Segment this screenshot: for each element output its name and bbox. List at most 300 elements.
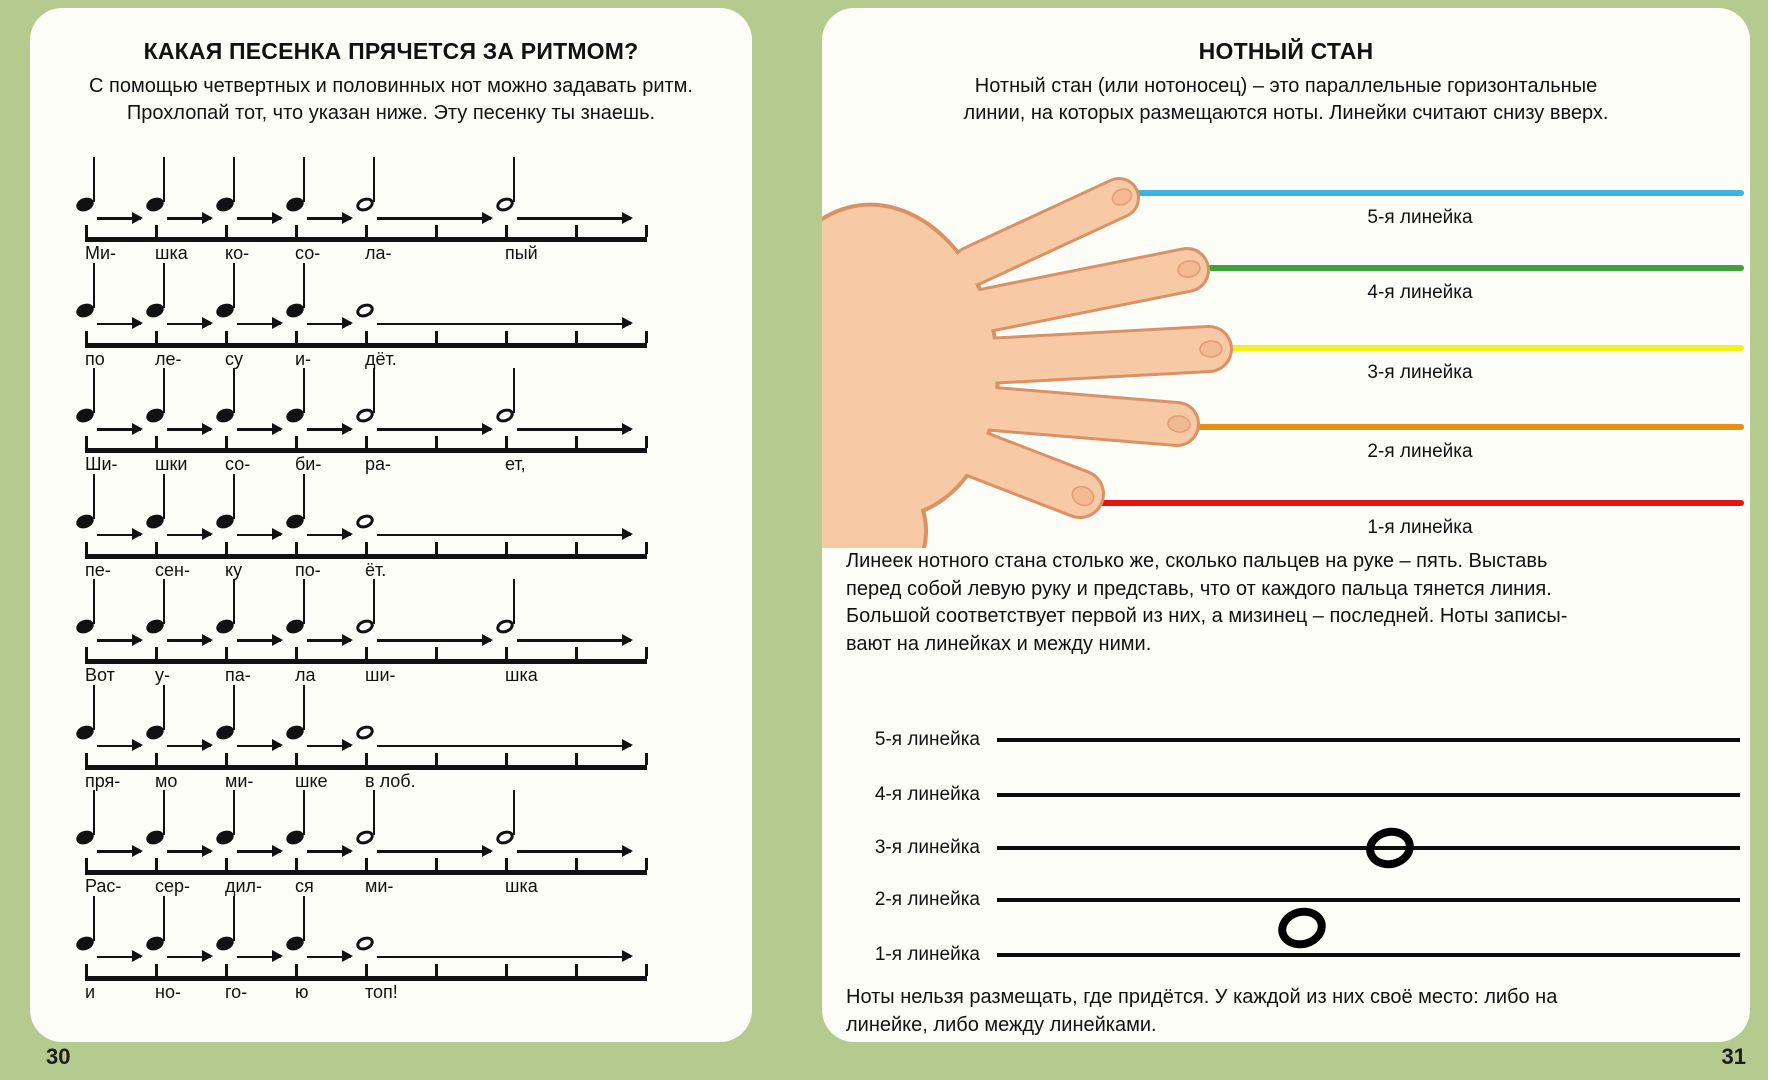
beat-tick (85, 753, 88, 765)
beat-arrow-icon (517, 428, 631, 431)
note-stem (303, 474, 306, 519)
note-stem (163, 368, 166, 413)
beat-tick (85, 225, 88, 237)
page-number-left: 30 (46, 1044, 71, 1069)
beat-tick (225, 331, 228, 343)
staff-line-1 (997, 953, 1740, 957)
beat-arrow-icon (167, 745, 211, 748)
beat-arrow-icon (237, 534, 281, 537)
beat-tick (435, 331, 438, 343)
beat-tick (155, 858, 158, 870)
beat-arrow-icon (377, 428, 491, 431)
syllable: па- (225, 665, 251, 685)
page-number-right: 31 (1721, 1044, 1746, 1069)
beat-ruler (85, 976, 647, 981)
beat-tick (155, 225, 158, 237)
syllable: ши- (365, 665, 396, 685)
beat-tick (435, 753, 438, 765)
quarter-note (216, 676, 234, 742)
note-stem (373, 368, 376, 413)
beat-arrow-icon (517, 639, 631, 642)
quarter-note (216, 148, 234, 214)
beat-tick (575, 436, 578, 448)
syllable: дёт. (365, 348, 397, 369)
beat-tick (645, 753, 648, 765)
syllable: шка (505, 665, 538, 685)
text-line: линейке, либо между линейками. (846, 1013, 1157, 1036)
half-note (496, 359, 514, 425)
beat-tick (295, 753, 298, 765)
note-stem (233, 474, 236, 519)
note-stem (513, 790, 516, 835)
note-stem (163, 685, 166, 730)
note-stem (303, 368, 306, 413)
beat-tick (155, 542, 158, 554)
beat-arrow-icon (377, 217, 491, 220)
syllable: Рас- (85, 876, 122, 896)
beat-tick (575, 964, 578, 976)
beat-tick (295, 225, 298, 237)
quarter-note (76, 570, 94, 636)
syllable: ет, (505, 454, 526, 474)
syllable: ле- (155, 348, 182, 369)
rhythm-row (85, 148, 645, 263)
syllable: и- (295, 348, 312, 369)
beat-tick (435, 225, 438, 237)
syllable: сер- (155, 876, 191, 896)
note-stem (163, 263, 166, 308)
beat-arrow-icon (237, 745, 281, 748)
beat-arrow-icon (97, 217, 141, 220)
half-note (356, 570, 374, 636)
beat-tick (505, 858, 508, 870)
left-page (30, 8, 752, 1042)
colored-line-label: 2-я линейка (1367, 441, 1473, 462)
note-stem (303, 790, 306, 835)
quarter-note (146, 887, 164, 953)
beat-tick (85, 858, 88, 870)
half-note (356, 359, 374, 425)
beat-tick (365, 225, 368, 237)
text-line: перед собой левую руку и представь, что от каждого пальца тянется линия. (846, 577, 1552, 600)
note-stem (163, 474, 166, 519)
quarter-note (76, 254, 94, 320)
note-stem (303, 896, 306, 941)
staff-line-2 (997, 898, 1740, 902)
beat-tick (645, 647, 648, 659)
half-note (356, 148, 374, 214)
note-stem (373, 157, 376, 202)
note-stem (163, 579, 166, 624)
quarter-note (286, 359, 304, 425)
beat-tick (365, 858, 368, 870)
beat-tick (365, 436, 368, 448)
beat-tick (155, 331, 158, 343)
half-note (496, 781, 514, 847)
note-stem (93, 685, 96, 730)
syllable: по (85, 348, 105, 369)
beat-tick (645, 964, 648, 976)
beat-tick (365, 647, 368, 659)
rhythm-row (85, 570, 645, 685)
rhythm-row (85, 676, 645, 791)
note-stem (233, 790, 236, 835)
beat-tick (645, 331, 648, 343)
beat-tick (225, 542, 228, 554)
note-stem (303, 157, 306, 202)
beat-arrow-icon (377, 534, 631, 537)
syllable: пря- (85, 770, 121, 791)
beat-tick (365, 753, 368, 765)
beat-arrow-icon (377, 323, 631, 326)
beat-tick (225, 647, 228, 659)
syllable: сен- (155, 559, 190, 580)
beat-tick (435, 964, 438, 976)
beat-tick (155, 647, 158, 659)
syllable: ла (295, 665, 316, 685)
text-line: Линеек нотного стана столько же, сколько пальцев на руке – пять. Выставь (846, 550, 1548, 572)
beat-tick (645, 858, 648, 870)
beat-tick (365, 542, 368, 554)
note-stem (513, 157, 516, 202)
syllable: шке (295, 770, 328, 791)
half-stemless-note (356, 254, 374, 320)
syllable: топ! (365, 981, 398, 1002)
note-stem (303, 263, 306, 308)
text-line: Ноты нельзя размещать, где придётся. У каждой из них своё место: либо на (846, 986, 1558, 1008)
note-stem (233, 368, 236, 413)
beat-arrow-icon (307, 850, 351, 853)
beat-tick (85, 964, 88, 976)
note-stem (163, 790, 166, 835)
quarter-note (146, 781, 164, 847)
beat-arrow-icon (237, 428, 281, 431)
quarter-note (286, 887, 304, 953)
beat-tick (225, 858, 228, 870)
beat-arrow-icon (97, 323, 141, 326)
quarter-note (146, 676, 164, 742)
quarter-note (216, 887, 234, 953)
syllable: го- (225, 981, 248, 1002)
beat-tick (295, 964, 298, 976)
beat-tick (505, 647, 508, 659)
syllable: у- (155, 665, 170, 685)
syllable: шки (155, 454, 188, 474)
beat-arrow-icon (377, 956, 631, 959)
beat-arrow-icon (97, 850, 141, 853)
beat-tick (505, 225, 508, 237)
colored-line-label: 5-я линейка (1367, 207, 1473, 228)
text-line: Большой соответствует первой из них, а мизинец – последней. Ноты записы- (846, 605, 1568, 627)
right-page (822, 8, 1750, 1042)
beat-arrow-icon (307, 639, 351, 642)
half-note (356, 781, 374, 847)
note-stem (93, 157, 96, 202)
quarter-note (286, 570, 304, 636)
syllable: ся (295, 876, 314, 896)
beat-arrow-icon (237, 217, 281, 220)
syllable: Ми- (85, 243, 117, 263)
note-stem (303, 685, 306, 730)
beat-ruler (85, 554, 647, 559)
beat-tick (155, 964, 158, 976)
beat-arrow-icon (237, 850, 281, 853)
beat-arrow-icon (517, 850, 631, 853)
beat-tick (645, 225, 648, 237)
staff-line-label: 5-я линейка (874, 729, 980, 750)
syllable: пый (505, 243, 538, 263)
note-stem (93, 579, 96, 624)
beat-tick (645, 436, 648, 448)
beat-tick (225, 964, 228, 976)
quarter-note (146, 359, 164, 425)
quarter-note (216, 781, 234, 847)
beat-arrow-icon (307, 323, 351, 326)
beat-arrow-icon (377, 745, 631, 748)
quarter-note (76, 781, 94, 847)
quarter-note (146, 570, 164, 636)
beat-ruler (85, 765, 647, 770)
rhythm-exercise (85, 148, 645, 1002)
quarter-note (146, 465, 164, 531)
beat-arrow-icon (97, 428, 141, 431)
colored-line-label: 1-я линейка (1367, 517, 1473, 538)
quarter-note (286, 781, 304, 847)
quarter-note (216, 570, 234, 636)
syllable: дил- (225, 876, 263, 896)
note-head (354, 723, 375, 742)
syllable: в лоб. (365, 770, 416, 791)
beat-arrow-icon (167, 639, 211, 642)
beat-tick (505, 331, 508, 343)
left-page-intro (30, 73, 752, 127)
note-stem (93, 368, 96, 413)
beat-tick (435, 858, 438, 870)
beat-arrow-icon (307, 534, 351, 537)
beat-tick (295, 331, 298, 343)
beat-tick (435, 436, 438, 448)
beat-arrow-icon (97, 745, 141, 748)
note-stem (233, 263, 236, 308)
beat-arrow-icon (237, 323, 281, 326)
staff-line-4 (997, 793, 1740, 797)
quarter-note (76, 887, 94, 953)
note-stem (373, 579, 376, 624)
note-stem (373, 790, 376, 835)
beat-arrow-icon (167, 323, 211, 326)
quarter-note (216, 359, 234, 425)
text-line: С помощью четвертных и половинных нот можно задавать ритм. (89, 75, 693, 97)
note-stem (233, 579, 236, 624)
quarter-note (286, 148, 304, 214)
note-stem (93, 263, 96, 308)
half-stemless-note (356, 465, 374, 531)
beat-tick (505, 753, 508, 765)
quarter-note (286, 465, 304, 531)
staff-line-5 (997, 738, 1740, 742)
beat-arrow-icon (307, 745, 351, 748)
syllable: и (85, 981, 96, 1002)
quarter-note (76, 676, 94, 742)
note-head (354, 512, 375, 531)
quarter-note (76, 465, 94, 531)
rhythm-row (85, 465, 645, 580)
beat-tick (505, 964, 508, 976)
beat-tick (295, 436, 298, 448)
note-stem (163, 157, 166, 202)
syllable: ю (295, 981, 309, 1002)
beat-tick (435, 647, 438, 659)
syllable: мо (155, 770, 178, 791)
beat-arrow-icon (307, 217, 351, 220)
syllable: ми- (225, 770, 254, 791)
note-stem (93, 474, 96, 519)
note-stem (513, 368, 516, 413)
beat-ruler (85, 448, 647, 453)
rhythm-row (85, 781, 645, 896)
note-stem (93, 896, 96, 941)
beat-arrow-icon (167, 850, 211, 853)
beat-tick (295, 858, 298, 870)
beat-tick (365, 964, 368, 976)
beat-tick (575, 647, 578, 659)
quarter-note (216, 465, 234, 531)
syllable: по- (295, 559, 321, 580)
beat-tick (435, 542, 438, 554)
syllable: со- (225, 454, 251, 474)
beat-tick (225, 225, 228, 237)
syllable: ми- (365, 876, 394, 896)
beat-arrow-icon (307, 956, 351, 959)
note-stem (163, 896, 166, 941)
beat-arrow-icon (377, 639, 491, 642)
text-line: Нотный стан (или нотоносец) – это параллельные горизонтальные (974, 75, 1598, 97)
note-stem (233, 896, 236, 941)
beat-ruler (85, 659, 647, 664)
beat-ruler (85, 343, 647, 348)
syllable: со- (295, 243, 321, 263)
beat-tick (295, 542, 298, 554)
beat-tick (575, 753, 578, 765)
rhythm-row (85, 887, 645, 1002)
beat-tick (155, 753, 158, 765)
staff-line-label: 3-я линейка (874, 837, 980, 858)
syllable: би- (295, 454, 322, 474)
syllable: пе- (85, 559, 111, 580)
note-stem (233, 157, 236, 202)
beat-arrow-icon (517, 217, 631, 220)
syllable: су (225, 348, 243, 369)
beat-arrow-icon (237, 639, 281, 642)
beat-arrow-icon (377, 850, 491, 853)
beat-tick (85, 542, 88, 554)
syllable: ку (225, 559, 243, 580)
beat-tick (85, 647, 88, 659)
syllable: но- (155, 981, 181, 1002)
beat-tick (505, 436, 508, 448)
half-stemless-note (356, 887, 374, 953)
quarter-note (76, 148, 94, 214)
colored-line-label: 4-я линейка (1367, 282, 1473, 303)
beat-tick (295, 647, 298, 659)
half-note (496, 148, 514, 214)
placement-note (846, 984, 1557, 1039)
note-stem (93, 790, 96, 835)
staff-line-label: 1-я линейка (874, 944, 980, 965)
syllable: Вот (85, 665, 115, 685)
syllable: Ши- (85, 454, 118, 474)
note-head (354, 301, 375, 320)
staff-line-label: 4-я линейка (874, 784, 980, 805)
beat-arrow-icon (307, 428, 351, 431)
beat-tick (225, 753, 228, 765)
staff-diagram (822, 8, 1750, 1042)
beat-tick (645, 542, 648, 554)
beat-tick (575, 542, 578, 554)
half-note (496, 570, 514, 636)
beat-tick (575, 225, 578, 237)
beat-ruler (85, 237, 647, 242)
beat-arrow-icon (167, 534, 211, 537)
note-head (354, 934, 375, 953)
beat-arrow-icon (167, 217, 211, 220)
syllable: шка (155, 243, 188, 263)
rhythm-row (85, 359, 645, 474)
beat-arrow-icon (97, 534, 141, 537)
text-line: Прохлопай тот, что указан ниже. Эту песенку ты знаешь. (126, 102, 656, 124)
beat-tick (575, 858, 578, 870)
colored-line-label: 3-я линейка (1367, 362, 1473, 383)
text-line: вают на линейках и между ними. (846, 632, 1152, 655)
syllable: шка (505, 876, 538, 896)
beat-ruler (85, 870, 647, 875)
quarter-note (146, 148, 164, 214)
beat-tick (85, 331, 88, 343)
note-stem (513, 579, 516, 624)
text-line: линии, на которых размещаются ноты. Линейки считают снизу вверх. (963, 102, 1609, 124)
syllable: ла- (365, 243, 392, 263)
beat-tick (225, 436, 228, 448)
staff-line-label: 2-я линейка (874, 889, 980, 910)
half-stemless-note (356, 676, 374, 742)
right-page-title: НОТНЫЙ СТАН (1198, 38, 1374, 64)
quarter-note (286, 676, 304, 742)
beat-arrow-icon (167, 428, 211, 431)
quarter-note (216, 254, 234, 320)
syllable: ёт. (365, 559, 387, 580)
beat-arrow-icon (167, 956, 211, 959)
beat-tick (155, 436, 158, 448)
beat-tick (575, 331, 578, 343)
note-stem (233, 685, 236, 730)
beat-tick (505, 542, 508, 554)
beat-arrow-icon (237, 956, 281, 959)
quarter-note (146, 254, 164, 320)
left-page-title: КАКАЯ ПЕСЕНКА ПРЯЧЕТСЯ ЗА РИТМОМ? (143, 38, 639, 64)
beat-arrow-icon (97, 639, 141, 642)
note-oval-between-lines-1-2 (1274, 902, 1331, 953)
syllable: ра- (365, 454, 392, 474)
beat-arrow-icon (97, 956, 141, 959)
beat-tick (85, 436, 88, 448)
syllable: ко- (225, 243, 250, 263)
rhythm-row (85, 254, 645, 369)
note-oval-on-line-3 (1362, 823, 1417, 872)
note-stem (303, 579, 306, 624)
quarter-note (76, 359, 94, 425)
beat-tick (365, 331, 368, 343)
quarter-note (286, 254, 304, 320)
